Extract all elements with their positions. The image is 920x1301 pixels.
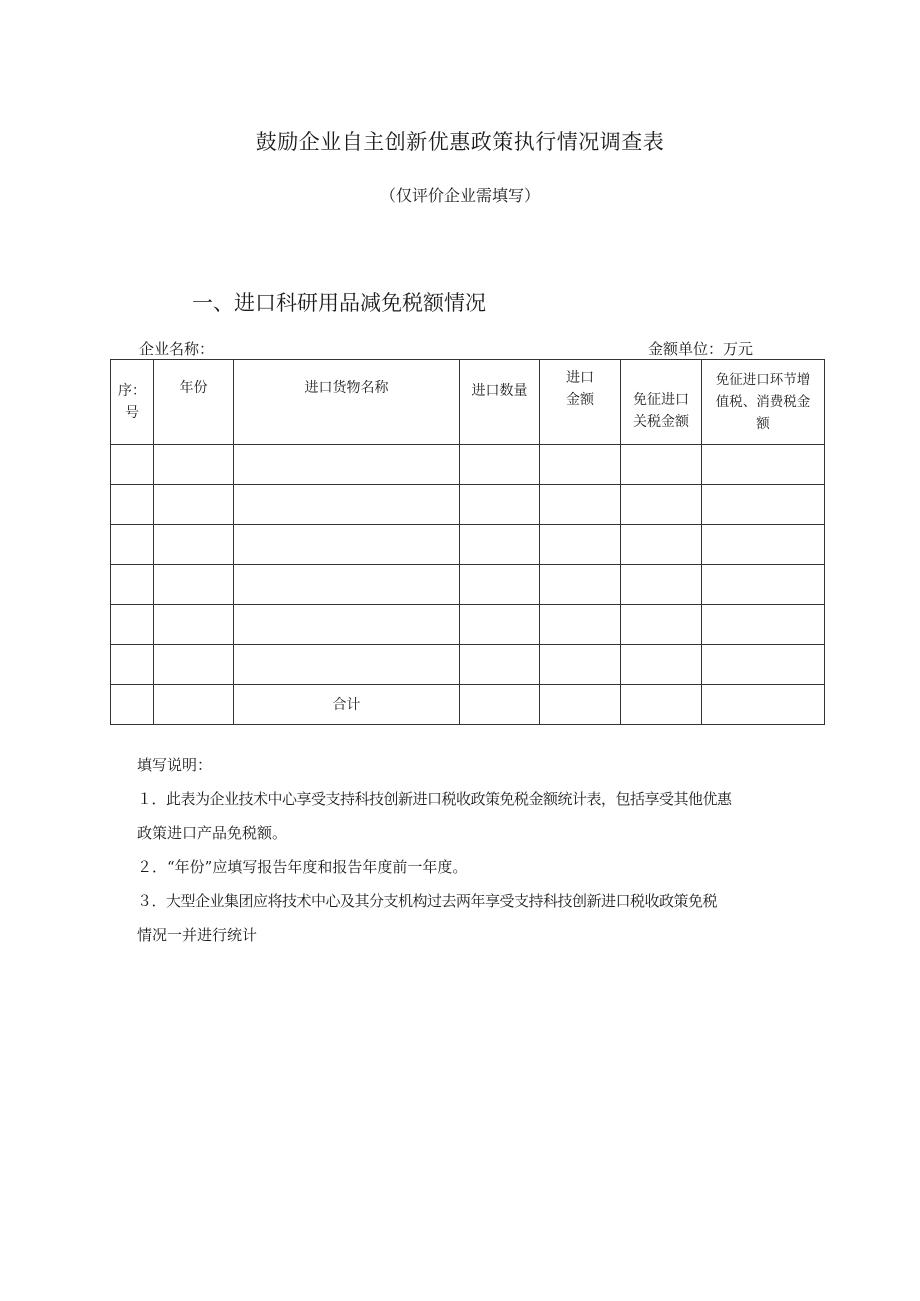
- cell-amount[interactable]: [540, 605, 621, 645]
- amount-unit-label: 金额单位：万元: [648, 340, 754, 358]
- cell-year[interactable]: [154, 645, 234, 685]
- section-heading: 一、进口科研用品减免税额情况: [192, 291, 486, 315]
- instruction-3-line2: 情况一并进行统计: [137, 926, 258, 944]
- cell-seq[interactable]: [111, 525, 154, 565]
- cell-goods[interactable]: [234, 605, 460, 645]
- cell-vat[interactable]: [702, 445, 825, 485]
- cell-seq[interactable]: [111, 565, 154, 605]
- table-row: [111, 605, 825, 645]
- header-vat-line3: 额: [756, 416, 770, 432]
- cell-qty[interactable]: [460, 565, 540, 605]
- cell-vat[interactable]: [702, 685, 825, 725]
- cell-duty[interactable]: [621, 565, 702, 605]
- instructions-heading: 填写说明：: [137, 756, 213, 774]
- header-vat-line2: 值税、消费税金: [715, 394, 811, 410]
- company-name-label: 企业名称：: [139, 340, 215, 358]
- cell-goods[interactable]: [234, 565, 460, 605]
- table-row: [111, 445, 825, 485]
- cell-amount[interactable]: [540, 445, 621, 485]
- total-label-cell: [234, 685, 460, 725]
- header-vat: [702, 360, 825, 445]
- header-duty-line1: 免征进口: [633, 392, 689, 408]
- cell-qty[interactable]: [460, 605, 540, 645]
- cell-vat[interactable]: [702, 605, 825, 645]
- header-goods: [234, 360, 460, 445]
- cell-year[interactable]: [154, 525, 234, 565]
- cell-vat[interactable]: [702, 565, 825, 605]
- cell-goods[interactable]: [234, 485, 460, 525]
- header-amount: [540, 360, 621, 445]
- cell-seq[interactable]: [111, 645, 154, 685]
- cell-vat[interactable]: [702, 525, 825, 565]
- total-label: 合计: [332, 696, 361, 713]
- table-header-row: [111, 360, 825, 445]
- table-row: [111, 485, 825, 525]
- instruction-3-line1: ３．大型企业集团应将技术中心及其分支机构过去两年享受支持科技创新进口税收政策免税: [137, 892, 718, 910]
- cell-goods[interactable]: [234, 525, 460, 565]
- cell-goods[interactable]: [234, 445, 460, 485]
- header-amount-line1: 进口: [566, 370, 594, 386]
- cell-qty[interactable]: [460, 645, 540, 685]
- form-title: 鼓励企业自主创新优惠政策执行情况调查表: [255, 130, 665, 154]
- cell-qty[interactable]: [460, 445, 540, 485]
- cell-duty[interactable]: [621, 445, 702, 485]
- cell-year[interactable]: [154, 565, 234, 605]
- header-seq: [111, 360, 154, 445]
- instruction-1-line2: 政策进口产品免税额。: [137, 824, 288, 842]
- cell-vat[interactable]: [702, 485, 825, 525]
- header-seq-line2: 号: [125, 405, 139, 421]
- cell-duty[interactable]: [621, 525, 702, 565]
- cell-qty[interactable]: [460, 525, 540, 565]
- cell-duty[interactable]: [621, 605, 702, 645]
- cell-seq[interactable]: [111, 685, 154, 725]
- cell-year[interactable]: [154, 485, 234, 525]
- header-amount-line2: 金额: [566, 392, 594, 408]
- cell-amount[interactable]: [540, 565, 621, 605]
- cell-amount[interactable]: [540, 645, 621, 685]
- cell-qty[interactable]: [460, 485, 540, 525]
- table-row: [111, 645, 825, 685]
- form-subtitle: （仅评价企业需填写）: [379, 186, 540, 205]
- cell-duty[interactable]: [621, 485, 702, 525]
- total-row: [111, 685, 825, 725]
- cell-year[interactable]: [154, 605, 234, 645]
- header-duty: [621, 360, 702, 445]
- cell-seq[interactable]: [111, 605, 154, 645]
- header-duty-line2: 关税金额: [633, 414, 689, 430]
- tax-exemption-table: [110, 359, 825, 725]
- header-qty-label: 进口数量: [471, 383, 528, 399]
- instruction-2: ２．“年份”应填写报告年度和报告年度前一年度。: [137, 858, 468, 876]
- cell-goods[interactable]: [234, 645, 460, 685]
- header-qty: [460, 360, 540, 445]
- cell-amount[interactable]: [540, 525, 621, 565]
- cell-seq[interactable]: [111, 485, 154, 525]
- cell-year[interactable]: [154, 445, 234, 485]
- header-goods-label: 进口货物名称: [304, 380, 389, 396]
- header-vat-line1: 免征进口环节增: [715, 372, 811, 388]
- instruction-1-line1: １．此表为企业技术中心享受支持科技创新进口税收政策免税金额统计表，包括享受其他优惠: [137, 790, 732, 808]
- cell-year[interactable]: [154, 685, 234, 725]
- header-year-label: 年份: [179, 380, 208, 396]
- header-seq-line1: 序：: [118, 383, 146, 399]
- table-row: [111, 565, 825, 605]
- table-row: [111, 525, 825, 565]
- cell-qty[interactable]: [460, 685, 540, 725]
- cell-duty[interactable]: [621, 685, 702, 725]
- header-year: [154, 360, 234, 445]
- cell-seq[interactable]: [111, 445, 154, 485]
- cell-amount[interactable]: [540, 685, 621, 725]
- cell-amount[interactable]: [540, 485, 621, 525]
- cell-duty[interactable]: [621, 645, 702, 685]
- cell-vat[interactable]: [702, 645, 825, 685]
- instructions: [137, 748, 837, 952]
